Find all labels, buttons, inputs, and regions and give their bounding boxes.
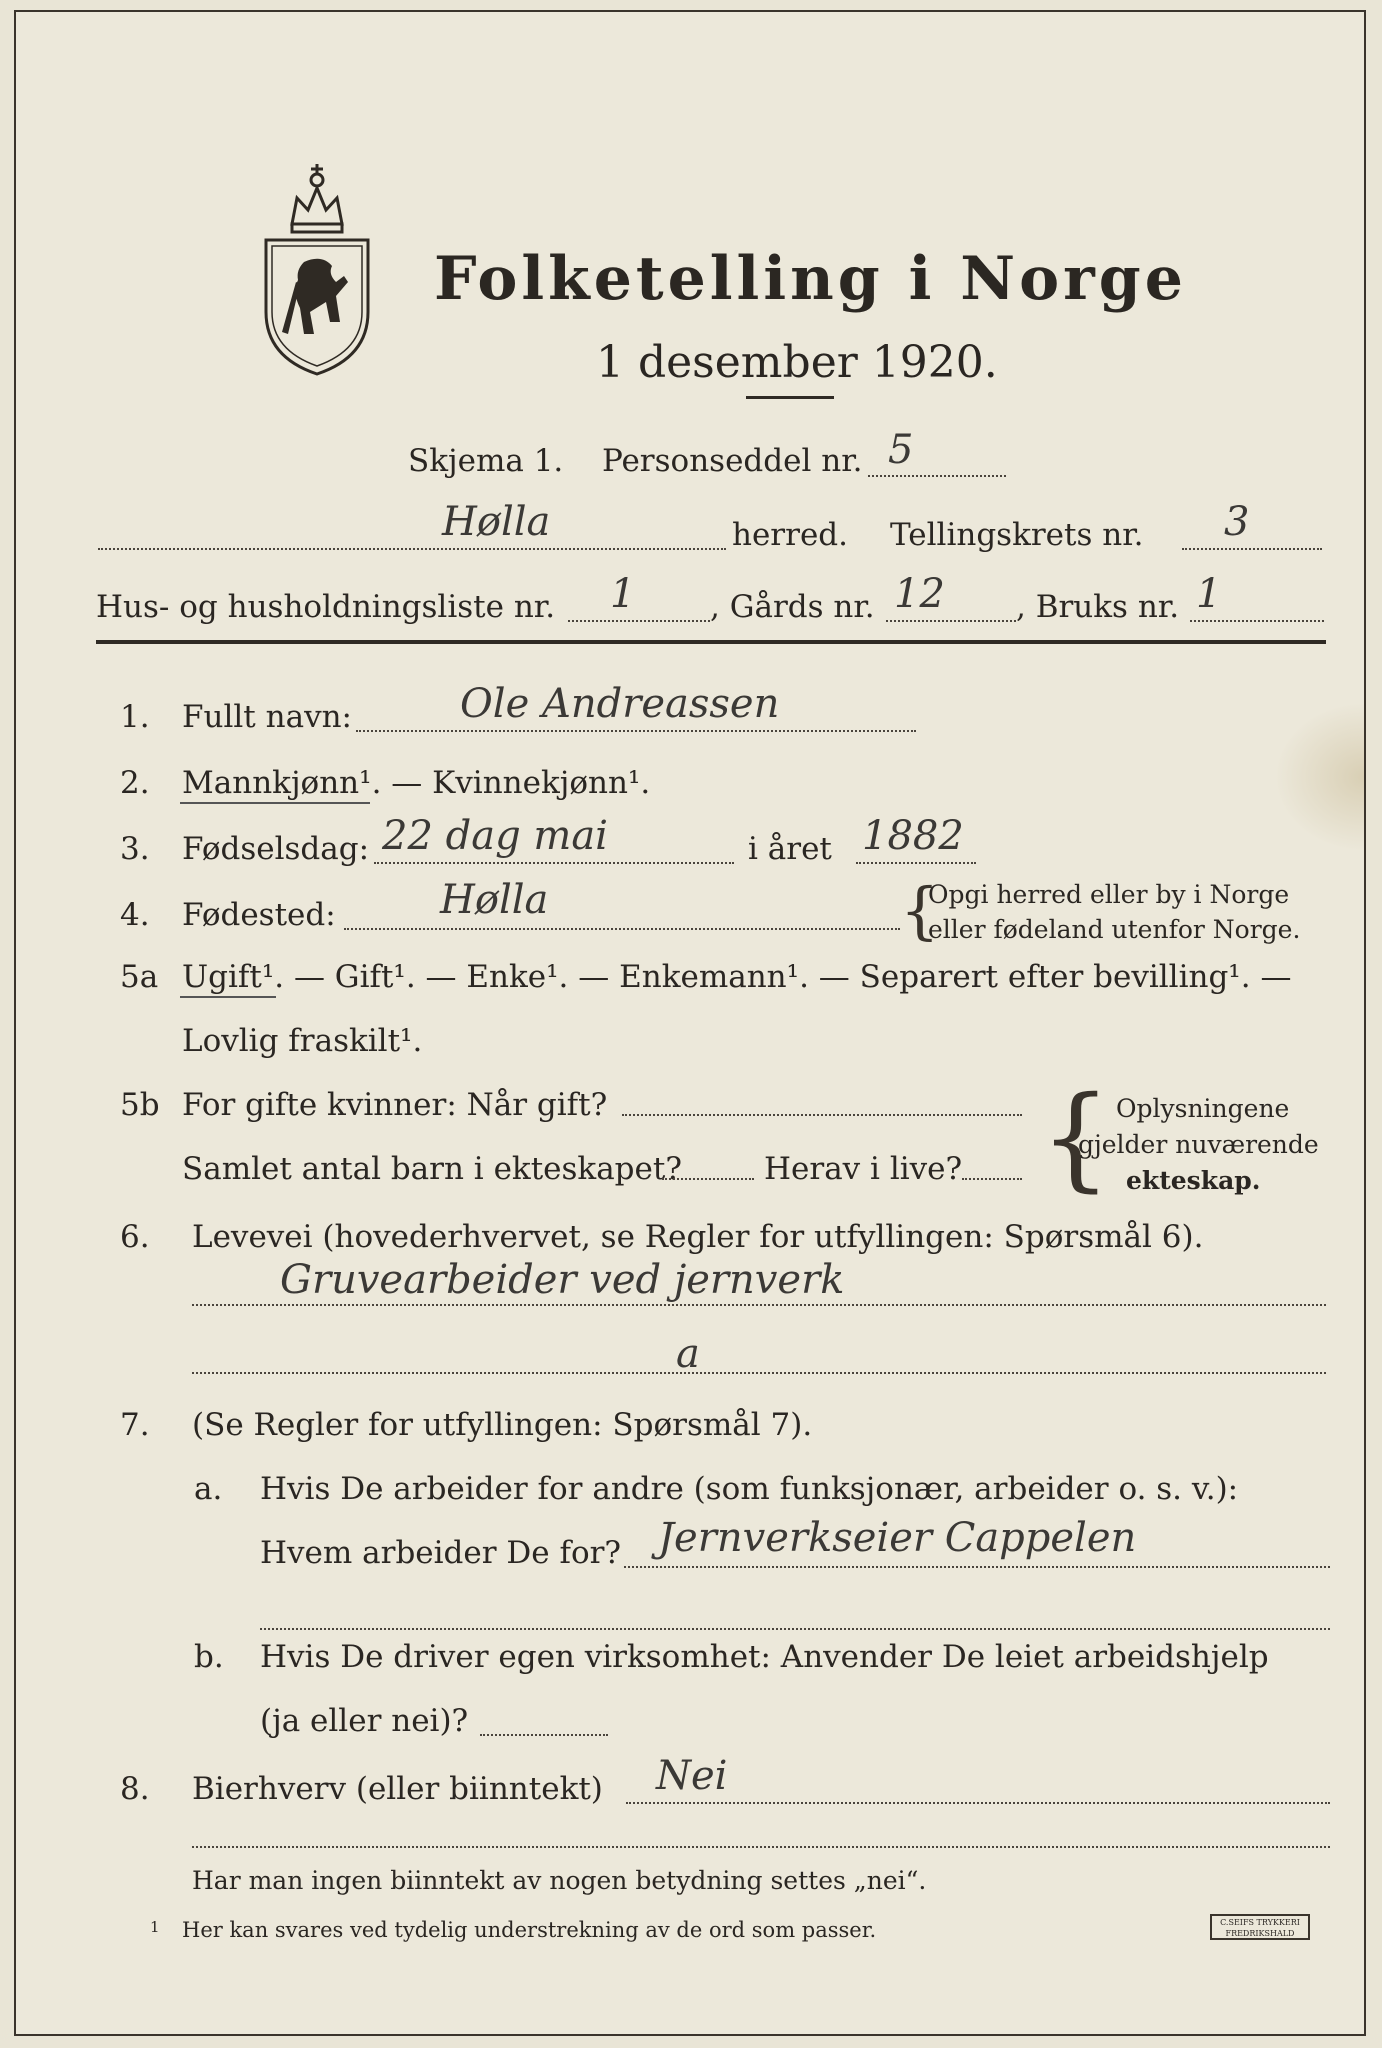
gards-line: [886, 620, 1016, 622]
q5a-line2: Lovlig fraskilt¹.: [182, 1023, 423, 1059]
census-form: [14, 10, 1366, 2036]
q2-number: 2.: [120, 765, 150, 801]
q7-label: (Se Regler for utfyllingen: Spørsmål 7).: [192, 1407, 813, 1443]
q3-day[interactable]: 22 dag mai: [382, 813, 608, 859]
q5b-note-line2: gjelder nuværende: [1078, 1130, 1319, 1159]
husliste-line: [568, 620, 710, 622]
q5b-alive-label: Herav i live?: [764, 1151, 963, 1187]
q4-answer[interactable]: Hølla: [440, 877, 549, 923]
q5b-children-line: [662, 1178, 754, 1180]
q8-number: 8.: [120, 1771, 150, 1807]
personseddel-value[interactable]: 5: [888, 427, 914, 473]
skjema-label: Skjema 1.: [408, 443, 564, 479]
bruks-value[interactable]: 1: [1196, 571, 1222, 617]
printer-line2: FREDRIKSHALD: [1225, 1929, 1295, 1938]
q6-answer[interactable]: Gruvearbeider ved jernverk: [280, 1257, 845, 1303]
q6-line1: [192, 1304, 1326, 1306]
q7a-line: [624, 1566, 1330, 1568]
q8-line: [626, 1802, 1330, 1804]
form-title: Folketelling i Norge: [434, 244, 1187, 314]
q2-label: Mannkjønn¹. — Kvinnekjønn¹.: [182, 765, 651, 801]
herred-label: herred.: [732, 517, 848, 553]
paper-stain: [1274, 702, 1364, 852]
title-divider: [746, 396, 834, 399]
q7a-line-extra: [260, 1628, 1330, 1630]
q3-year-line: [856, 862, 976, 864]
herred-line: [98, 548, 726, 550]
q7a-line2: Hvem arbeider De for?: [260, 1535, 622, 1571]
q4-note-line2: eller fødeland utenfor Norge.: [928, 915, 1301, 944]
q4-line: [344, 928, 900, 930]
q4-note-line1: Opgi herred eller by i Norge: [928, 880, 1290, 909]
gards-label: , Gårds nr.: [710, 589, 875, 625]
printer-line1: C.SEIFS TRYKKERI: [1220, 1918, 1300, 1927]
tellingskrets-value[interactable]: 3: [1224, 499, 1250, 545]
q1-label: Fullt navn:: [182, 699, 352, 735]
q5b-married-line: [622, 1114, 1022, 1116]
q5b-number: 5b: [120, 1087, 160, 1123]
q6-number: 6.: [120, 1219, 150, 1255]
q7b-line: [480, 1734, 608, 1736]
tellingskrets-line: [1182, 548, 1322, 550]
q3-number: 3.: [120, 831, 150, 867]
q5a-underline-mark: [180, 996, 276, 998]
q7a-line1: Hvis De arbeider for andre (som funksjonær, arbeider o. s. v.):: [260, 1471, 1239, 1507]
herred-value[interactable]: Hølla: [442, 499, 551, 545]
bruks-line: [1190, 620, 1324, 622]
q7b-line1: Hvis De driver egen virksomhet: Anvender De leiet arbeidshjelp: [260, 1639, 1269, 1675]
q4-label: Fødested:: [182, 897, 336, 933]
personseddel-line: [868, 475, 1006, 477]
q5a-number: 5a: [120, 959, 159, 995]
q3-day-line: [374, 862, 734, 864]
q4-note-brace: {: [900, 874, 940, 947]
q3-year-label: i året: [748, 831, 832, 867]
norway-coat-of-arms-icon: [252, 162, 382, 377]
q6-label: Levevei (hovederhvervet, se Regler for utfyllingen: Spørsmål 6).: [192, 1219, 1204, 1255]
section-divider: [96, 640, 1326, 644]
q7a-answer[interactable]: Jernverkseier Cappelen: [658, 1515, 1137, 1561]
q5b-note-line1: Oplysningene: [1116, 1094, 1290, 1123]
printer-mark: [1210, 1914, 1310, 1940]
q5b-note-line3: ekteskap.: [1126, 1166, 1261, 1195]
q7b-line2: (ja eller nei)?: [260, 1703, 469, 1739]
q5b-line1: For gifte kvinner: Når gift?: [182, 1087, 608, 1123]
q8-answer[interactable]: Nei: [656, 1753, 728, 1799]
q7b-letter: b.: [194, 1639, 224, 1675]
q7a-letter: a.: [194, 1471, 223, 1507]
husliste-label: Hus- og husholdningsliste nr.: [96, 589, 556, 625]
bruks-label: , Bruks nr.: [1016, 589, 1180, 625]
q5b-alive-line: [962, 1178, 1022, 1180]
footnote-mark: 1: [150, 1918, 160, 1936]
q2-underline-mark: [180, 802, 370, 804]
husliste-value[interactable]: 1: [610, 571, 636, 617]
q5b-note-brace: {: [1040, 1073, 1112, 1203]
q6-answer2[interactable]: a: [676, 1331, 700, 1377]
footer-note: Har man ingen biinntekt av nogen betydning settes „nei“.: [192, 1866, 927, 1895]
q5a-line1: Ugift¹. — Gift¹. — Enke¹. — Enkemann¹. — Separert efter bevilling¹. —: [182, 959, 1292, 995]
q5b-children-label: Samlet antal barn i ekteskapet?: [182, 1151, 682, 1187]
q1-number: 1.: [120, 699, 150, 735]
census-date: 1 desember 1920.: [596, 337, 998, 388]
q3-year[interactable]: 1882: [862, 813, 964, 859]
q1-line: [356, 730, 916, 732]
q3-label: Fødselsdag:: [182, 831, 370, 867]
personseddel-label: Personseddel nr.: [602, 443, 863, 479]
q7-number: 7.: [120, 1407, 150, 1443]
footnote-text: Her kan svares ved tydelig understrekning av de ord som passer.: [182, 1918, 877, 1942]
gards-value[interactable]: 12: [894, 571, 945, 617]
q6-line2: [192, 1372, 1326, 1374]
q1-answer[interactable]: Ole Andreassen: [460, 681, 780, 727]
tellingskrets-label: Tellingskrets nr.: [890, 517, 1144, 553]
q4-number: 4.: [120, 897, 150, 933]
q8-label: Bierhverv (eller biinntekt): [192, 1771, 603, 1807]
q8-line-extra: [192, 1846, 1330, 1848]
